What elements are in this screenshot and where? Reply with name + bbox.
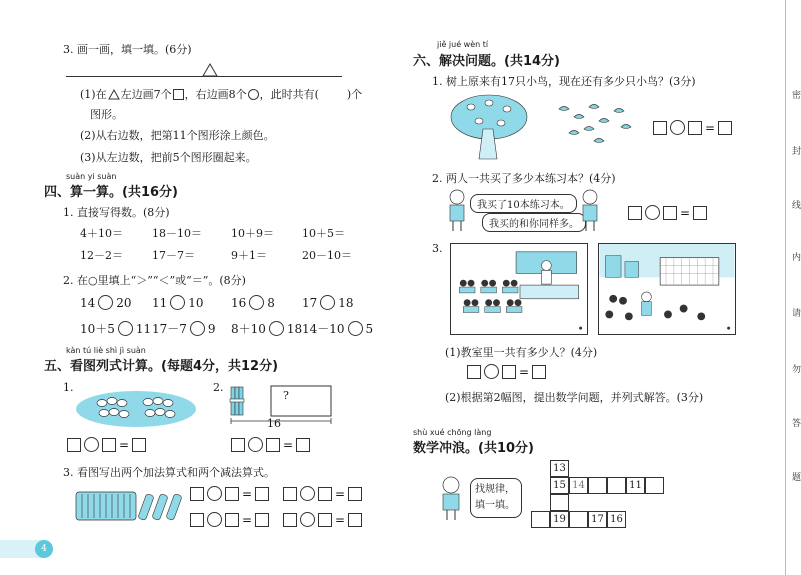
answer-box[interactable] [653,121,667,135]
sidebar-char: 题 [792,473,801,483]
grid-cell: 19 [550,511,569,528]
answer-box[interactable] [255,487,269,501]
answer-box[interactable] [225,487,239,501]
add-equation-1: = [190,486,269,501]
sec6-q3-label: 3. [432,242,443,255]
compare-item: 17－7 9 [152,321,216,336]
compare-item: 14 20 [80,295,132,310]
eq-item: 10＋5＝ [302,227,345,240]
compare-item: 8＋10 18 [231,321,303,336]
answer-box[interactable] [225,513,239,527]
answer-box[interactable] [102,438,116,452]
unknown-mark: ? [283,389,289,402]
eq-item: 12－2＝ [80,249,123,262]
operator-circle[interactable] [248,437,263,452]
square-icon [173,89,184,100]
triangle-icon [108,89,120,100]
answer-box[interactable] [283,513,297,527]
sidebar-char: 内 [792,253,801,263]
sec5-title: 五、看图列式计算。(每题4分，共12分) [44,359,279,374]
grid-cell: 13 [550,460,569,477]
answer-box[interactable] [318,513,332,527]
sec5-pinyin: kàn tú liè shì jì suàn [66,346,146,355]
sidebar-char: 密 [792,91,801,101]
sec6-title: 六、解决问题。(共14分) [413,54,560,69]
grid-cell-blank[interactable] [569,511,588,528]
eq-item: 17－7＝ [152,249,195,262]
ruler-pencils-illustration [74,486,184,524]
answer-box[interactable] [693,206,707,220]
q3-line3: (3)从左边数，把前5个图形圈起来。 [80,151,257,164]
q3-line1: (1)在 左边画7个 ，右边画8个 ，此时共有( )个 [80,88,363,101]
q3-title: 3. 画一画，填一填。(6分) [63,43,192,56]
grid-cell-blank[interactable] [588,477,607,494]
pattern-bubble: 找规律，填一填。 [470,478,522,518]
answer-box[interactable] [296,438,310,452]
answer-box[interactable] [190,513,204,527]
compare-circle[interactable] [320,295,335,310]
sub-equation-2: = [283,512,362,527]
seal-line [785,0,786,575]
sidebar-char: 封 [792,147,801,157]
answer-box[interactable] [467,365,481,379]
sec6-pinyin: jiě jué wèn tí [437,40,489,49]
answer-box[interactable] [348,487,362,501]
operator-circle[interactable] [484,364,499,379]
eq-item: 4＋10＝ [80,227,123,240]
answer-box[interactable] [318,487,332,501]
operator-circle[interactable] [300,486,315,501]
grid-cell: 16 [607,511,626,528]
operator-circle[interactable] [207,512,222,527]
answer-box[interactable] [283,487,297,501]
answer-box[interactable] [231,438,245,452]
answer-box[interactable] [532,365,546,379]
girl-figure [444,188,470,232]
answer-box[interactable] [132,438,146,452]
sidebar-char: 勿 [792,365,801,375]
grid-cell-blank[interactable] [607,477,626,494]
page-number: 4 [35,540,53,558]
sec6-q2: 2. 两人一共买了多少本练习本？(4分) [432,172,616,185]
operator-circle[interactable] [300,512,315,527]
grid-cell-blank[interactable] [531,511,550,528]
wave-pinyin: shù xué chōng làng [413,428,492,437]
grid-cell-blank[interactable] [550,494,569,511]
operator-circle[interactable] [645,205,660,220]
sec4-q1: 1. 直接写得数。(8分) [63,206,170,219]
answer-box[interactable] [190,487,204,501]
operator-circle[interactable] [84,437,99,452]
sub-equation-1: = [190,512,269,527]
q3-line2: (2)从右边数，把第11个图形涂上颜色。 [80,129,275,142]
answer-box[interactable] [67,438,81,452]
sec5-q3: 3. 看图写出两个加法算式和两个减法算式。 [63,466,275,479]
boy-figure [578,188,602,232]
compare-circle[interactable] [118,321,133,336]
grid-cell-blank[interactable] [645,477,664,494]
answer-box[interactable] [688,121,702,135]
add-equation-2: = [283,486,362,501]
eq-item: 9＋1＝ [231,249,267,262]
eq-item: 18－10＝ [152,227,202,240]
compare-item: 16 8 [231,295,275,310]
operator-circle[interactable] [207,486,222,501]
speech-bubble-1: 我买了10本练习本。 [470,194,577,213]
tree-birds-illustration [449,89,649,161]
eq-item: 20－10＝ [302,249,352,262]
triangle-icon [202,63,218,77]
answer-equation-books: = [628,205,707,220]
circle-icon [248,89,259,100]
ducks-illustration [74,387,198,429]
sec4-title: 四、算一算。(共16分) [44,185,178,200]
wave-title: 数学冲浪。(共10分) [413,441,534,456]
speech-bubble-2: 我买的和你同样多。 [482,213,586,232]
compare-item: 11 10 [152,295,204,310]
answer-equation-birds: = [653,120,732,135]
compare-item: 10＋5 11 [80,321,152,336]
sec6-sub1: (1)教室里一共有多少人？(4分) [445,346,598,359]
answer-box[interactable] [255,513,269,527]
sidebar-char: 线 [792,201,801,211]
answer-equation-1: = [67,437,146,452]
sec6-sub2: (2)根据第2幅图，提出数学问题，并列式解答。(3分) [445,391,704,404]
grid-cell: 14 [569,477,588,494]
answer-box[interactable] [628,206,642,220]
answer-equation-2: = [231,437,310,452]
compare-circle[interactable] [190,321,205,336]
football-illustration [598,243,736,335]
compare-circle[interactable] [348,321,363,336]
grid-cell: 15 [550,477,569,494]
compare-item: 17 18 [302,295,354,310]
classroom-illustration [450,243,588,335]
sec4-pinyin: suàn yi suàn [66,172,117,181]
sec5-q2-label: 2. [213,381,224,394]
eq-item: 10＋9＝ [231,227,274,240]
sidebar-char: 答 [792,419,801,429]
answer-box[interactable] [266,438,280,452]
compare-circle[interactable] [98,295,113,310]
grid-cell: 11 [626,477,645,494]
child-figure [437,475,465,521]
compare-item: 14－10 5 [302,321,374,336]
sec4-q2: 2. 在○里填上“＞”“＜”或“＝”。(8分) [63,274,246,287]
answer-box[interactable] [663,206,677,220]
total-label: 16 [267,417,281,430]
operator-circle[interactable] [670,120,685,135]
answer-equation-class: = [467,364,546,379]
sec6-q1: 1. 树上原来有17只小鸟，现在还有多少只小鸟？(3分) [432,75,696,88]
answer-box[interactable] [718,121,732,135]
compare-circle[interactable] [249,295,264,310]
compare-circle[interactable] [170,295,185,310]
sec5-q1-label: 1. [63,381,74,394]
grid-cell: 17 [588,511,607,528]
answer-box[interactable] [502,365,516,379]
q3-line1-cont: 图形。 [90,108,123,121]
sidebar-char: 请 [792,309,801,319]
compare-circle[interactable] [269,321,284,336]
answer-box[interactable] [348,513,362,527]
